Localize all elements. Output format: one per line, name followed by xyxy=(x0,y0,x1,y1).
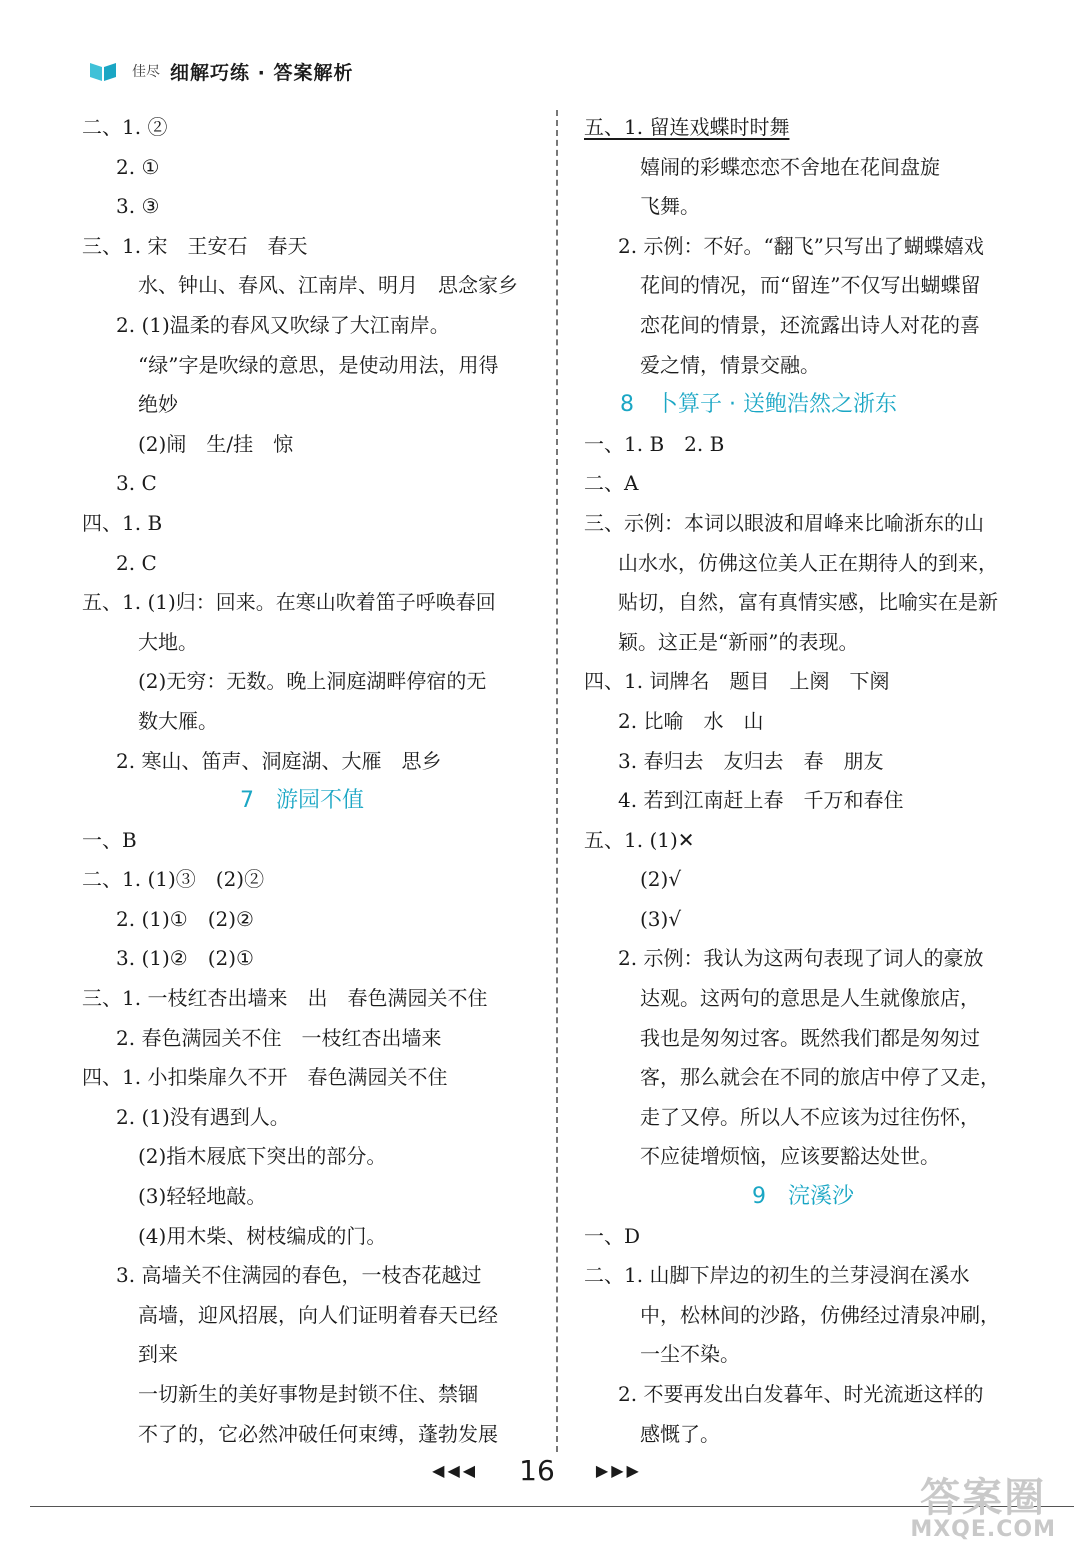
answer-line: 一、B xyxy=(82,827,137,852)
page-header xyxy=(88,56,353,86)
answer-line: 飞舞。 xyxy=(640,194,700,219)
answer-line: 2. 春色满园关不住 一枝红杏出墙来 xyxy=(116,1025,442,1050)
answer-line: 高墙，迎风招展，向人们证明着春天已经 xyxy=(138,1302,498,1327)
answer-line: 2. 示例：我认为这两句表现了词人的豪放 xyxy=(618,946,984,971)
answer-line: 四、1. B xyxy=(82,510,163,535)
answer-line: 四、1. 词牌名 题目 上阕 下阕 xyxy=(584,669,890,694)
answer-line: 颖。这正是“新丽”的表现。 xyxy=(618,629,859,654)
answer-line: 三、1. 宋 王安石 春天 xyxy=(82,233,308,258)
answer-line: “绿”字是吹绿的意思，是使动用法，用得 xyxy=(138,352,499,377)
answer-line: 花间的情况，而“留连”不仅写出蝴蝶留 xyxy=(640,273,981,298)
answer-line: 五、1. (1)归：回来。在寒山吹着笛子呼唤春回 xyxy=(82,590,496,615)
series-title: 细解巧练 · 答案解析 xyxy=(170,61,354,84)
prev-arrows-icon: ◀◀◀ xyxy=(432,1461,479,1480)
answer-line: 3. 春归去 友归去 春 朋友 xyxy=(618,748,884,773)
brand-name: 佳尽 xyxy=(132,64,160,80)
answer-line: 2. 寒山、笛声、洞庭湖、大雁 思乡 xyxy=(116,748,442,773)
answer-line: (2)√ xyxy=(640,867,682,892)
answer-line: 二、1. ② xyxy=(82,115,168,139)
answer-line: 3. (1)② (2)① xyxy=(116,946,254,971)
page-number: 16 xyxy=(519,1454,555,1487)
answer-line: 2. 示例：不好。“翻飞”只写出了蝴蝶嬉戏 xyxy=(618,233,984,258)
answer-line: 不应徒增烦恼，应该要豁达处世。 xyxy=(640,1144,940,1169)
section-heading: 9 浣溪沙 xyxy=(752,1184,854,1210)
answer-line: 数大雁。 xyxy=(138,708,218,733)
answer-line: 二、A xyxy=(584,471,639,496)
answer-line: 山水水，仿佛这位美人正在期待人的到来， xyxy=(618,550,998,575)
watermark-logo-text: 答案圈 xyxy=(920,1475,1047,1521)
answer-line: 2. 比喻 水 山 xyxy=(618,708,764,733)
answer-line: 贴切，自然，富有真情实感，比喻实在是新 xyxy=(618,590,998,615)
section-heading: 8 卜算子 · 送鲍浩然之浙东 xyxy=(620,392,897,418)
watermark xyxy=(910,1466,1056,1542)
answer-line: 二、1. (1)③ (2)② xyxy=(82,867,265,892)
left-column xyxy=(82,108,542,1454)
answer-line: 二、1. 山脚下岸边的初生的兰芽浸润在溪水 xyxy=(584,1263,970,1288)
answer-line: 五、1. (1)✕ xyxy=(584,827,695,852)
answer-line: 一尘不染。 xyxy=(640,1342,740,1367)
answer-line: 2. ① xyxy=(116,154,160,179)
answer-line: (3)√ xyxy=(640,906,682,931)
right-column xyxy=(584,108,1044,1454)
answer-line: 我也是匆匆过客。既然我们都是匆匆过 xyxy=(640,1025,980,1050)
answer-line: 达观。这两句的意思是人生就像旅店， xyxy=(640,986,980,1011)
answer-line: 4. 若到江南赶上春 千万和春住 xyxy=(618,788,904,813)
answer-line: (4)用木柴、树枝编成的门。 xyxy=(138,1223,387,1248)
answer-line: 绝妙 xyxy=(138,392,178,417)
book-logo-icon xyxy=(88,59,132,83)
answer-line: 五、1. 留连戏蝶时时舞 xyxy=(584,115,790,139)
answer-line: 水、钟山、春风、江南岸、明月 思念家乡 xyxy=(138,273,518,298)
answer-line: 中，松林间的沙路，仿佛经过清泉冲刷， xyxy=(640,1302,1000,1327)
answer-line: 一切新生的美好事物是封锁不住、禁锢 xyxy=(138,1382,478,1406)
answer-line: 2. 不要再发出白发暮年、时光流逝这样的 xyxy=(618,1382,984,1406)
answer-line: 不了的，它必然冲破任何束缚，蓬勃发展 xyxy=(138,1421,498,1446)
answer-line: 恋花间的情景，还流露出诗人对花的喜 xyxy=(640,312,980,337)
answer-line: (2)闹 生/挂 惊 xyxy=(138,431,294,456)
answer-line: (2)指木屐底下突出的部分。 xyxy=(138,1144,387,1169)
answer-line: 四、1. 小扣柴扉久不开 春色满园关不住 xyxy=(82,1065,448,1090)
answer-line: (2)无穷：无数。晚上洞庭湖畔停宿的无 xyxy=(138,669,487,694)
answer-line: 2. C xyxy=(116,550,157,575)
answer-line: 3. ③ xyxy=(116,194,160,219)
answer-line: 爱之情，情景交融。 xyxy=(640,352,820,377)
answer-line: (3)轻轻地敲。 xyxy=(138,1184,267,1209)
answer-line: 三、示例：本词以眼波和眉峰来比喻浙东的山 xyxy=(584,510,984,535)
answer-line: 3. C xyxy=(116,471,157,496)
answer-line: 大地。 xyxy=(138,629,198,654)
answer-line: 2. (1)没有遇到人。 xyxy=(116,1104,290,1129)
watermark-url: MXQE.COM xyxy=(910,1517,1056,1542)
answer-line: 走了又停。所以人不应该为过往伤怀， xyxy=(640,1104,980,1129)
column-divider xyxy=(556,110,558,1452)
answer-line: 客，那么就会在不同的旅店中停了又走， xyxy=(640,1065,1000,1090)
section-heading: 7 游园不值 xyxy=(240,788,364,814)
answer-line: 感慨了。 xyxy=(640,1421,720,1446)
answer-line: 一、1. B 2. B xyxy=(584,431,725,456)
answer-line: 到来 xyxy=(138,1342,178,1367)
answer-line: 3. 高墙关不住满园的春色，一枝杏花越过 xyxy=(116,1263,482,1288)
next-arrows-icon: ▶▶▶ xyxy=(595,1461,642,1480)
answer-line: 嬉闹的彩蝶恋恋不舍地在花间盘旋 xyxy=(640,154,940,179)
answer-line: 2. (1)① (2)② xyxy=(116,906,254,931)
answer-line: 2. (1)温柔的春风又吹绿了大江南岸。 xyxy=(116,312,450,337)
answer-line: 一、D xyxy=(584,1223,641,1248)
answer-line: 三、1. 一枝红杏出墙来 出 春色满园关不住 xyxy=(82,986,488,1011)
